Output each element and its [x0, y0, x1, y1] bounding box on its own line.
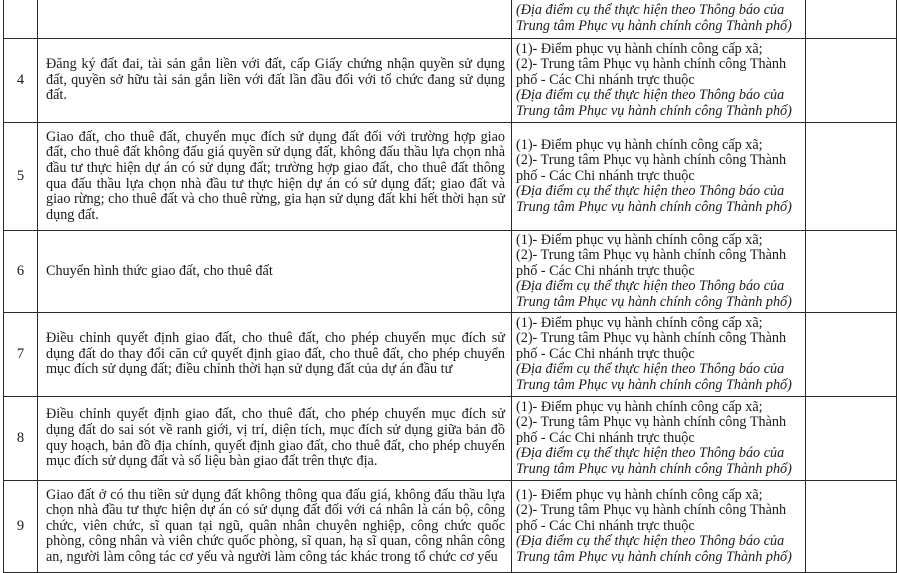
procedures-table — [3, 0, 897, 573]
procedure-name — [38, 0, 512, 39]
location-cell — [512, 123, 806, 231]
table-row — [4, 397, 897, 481]
location-line: (2)- Trung tâm Phục vụ hành chính công Thành — [516, 56, 787, 73]
location-note: Trung tâm Phục vụ hành chính công Thành phố) — [516, 293, 792, 310]
location-note: Trung tâm Phục vụ hành chính công Thành phố) — [516, 376, 792, 393]
location-note: (Địa điểm cụ thể thực hiện theo Thông báo của — [516, 533, 785, 550]
empty-cell — [806, 313, 897, 397]
empty-cell — [806, 231, 897, 313]
location-line: (1)- Điểm phục vụ hành chính công cấp xã; — [516, 231, 763, 248]
empty-cell — [806, 123, 897, 231]
location-cell — [512, 39, 806, 123]
empty-cell — [806, 481, 897, 573]
procedure-name: Điều chỉnh quyết định giao đất, cho thuê đất, cho phép chuyển mục đích sử dụng đất do sai sót về ranh giới, vị trí, diện tích, mục đích sử dụng giữa bản đồ quy hoạch, bản đồ địa chính, quyết định giao đất, cho thuê đất, cho phép chuyển mục đích sử dụng đất và số liệu bàn giao đất trên thực địa. — [38, 397, 512, 481]
table-row — [4, 39, 897, 123]
table-row — [4, 313, 897, 397]
empty-cell — [806, 397, 897, 481]
row-number: 6 — [4, 231, 38, 313]
location-line: (1)- Điểm phục vụ hành chính công cấp xã; — [516, 40, 763, 57]
location-note: (Địa điểm cụ thể thực hiện theo Thông báo của — [516, 183, 785, 200]
location-line: (2)- Trung tâm Phục vụ hành chính công Thành — [516, 330, 787, 347]
table-row — [4, 0, 897, 39]
row-number: 7 — [4, 313, 38, 397]
location-note: Trung tâm Phục vụ hành chính công Thành phố) — [516, 198, 792, 215]
table-row — [4, 231, 897, 313]
location-line: phố - Các Chi nhánh trực thuộc — [516, 429, 695, 446]
location-cell — [512, 481, 806, 573]
procedure-name: Chuyển hình thức giao đất, cho thuê đất — [38, 231, 512, 313]
location-line: (1)- Điểm phục vụ hành chính công cấp xã; — [516, 486, 763, 503]
location-line: phố - Các Chi nhánh trực thuộc — [516, 262, 695, 279]
empty-cell — [806, 0, 897, 39]
location-cell — [512, 231, 806, 313]
location-note: Trung tâm Phục vụ hành chính công Thành phố) — [516, 460, 792, 477]
location-note: Trung tâm Phục vụ hành chính công Thành phố) — [516, 548, 792, 565]
location-note: (Địa điểm cụ thể thực hiện theo Thông báo của — [516, 361, 785, 378]
location-line: (1)- Điểm phục vụ hành chính công cấp xã; — [516, 136, 763, 153]
location-line: (2)- Trung tâm Phục vụ hành chính công Thành — [516, 152, 787, 169]
location-cell — [512, 397, 806, 481]
empty-cell — [806, 39, 897, 123]
procedure-name: Đăng ký đất đai, tài sản gắn liền với đất, cấp Giấy chứng nhận quyền sử dụng đất, quyền sở hữu tài sản gắn liền với đất lần đầu đối với tổ chức đang sử dụng đất. — [38, 39, 512, 123]
location-note: (Địa điểm cụ thể thực hiện theo Thông báo của — [516, 87, 785, 104]
row-number: 5 — [4, 123, 38, 231]
location-line: (2)- Trung tâm Phục vụ hành chính công Thành — [516, 414, 787, 431]
location-cell — [512, 313, 806, 397]
row-number: 4 — [4, 39, 38, 123]
location-line: phố - Các Chi nhánh trực thuộc — [516, 167, 695, 184]
location-line: (2)- Trung tâm Phục vụ hành chính công Thành — [516, 247, 787, 264]
location-note: (Địa điểm cụ thể thực hiện theo Thông báo của — [516, 278, 785, 295]
location-line: phố - Các Chi nhánh trực thuộc — [516, 71, 695, 88]
location-note: Trung tâm Phục vụ hành chính công Thành phố) — [516, 102, 792, 119]
procedure-name: Điều chỉnh quyết định giao đất, cho thuê đất, cho phép chuyển mục đích sử dụng đất do thay đổi căn cứ quyết định giao đất, cho thuê đất, cho phép chuyển mục đích sử dụng đất; điều chỉnh thời hạn sử dụng đất của dự án đầu tư — [38, 313, 512, 397]
procedure-name: Giao đất ở có thu tiền sử dụng đất không thông qua đấu giá, không đấu thầu lựa chọn nhà đầu tư thực hiện dự án có sử dụng đất đối với cá nhân là cán bộ, công chức, viên chức, sĩ quan tại ngũ, quân nhân chuyên nghiệp, công chức quốc phòng, công nhân và viên chức quốc phòng, sĩ quan, hạ sĩ quan, công nhân công an, người làm công tác cơ yếu và người làm công tác khác trong tổ chức cơ yếu — [38, 481, 512, 573]
table-row — [4, 481, 897, 573]
location-line: (2)- Trung tâm Phục vụ hành chính công Thành — [516, 502, 787, 519]
table-row — [4, 123, 897, 231]
location-line: phố - Các Chi nhánh trực thuộc — [516, 517, 695, 534]
row-number: 9 — [4, 481, 38, 573]
row-number — [4, 0, 38, 39]
location-line: (1)- Điểm phục vụ hành chính công cấp xã; — [516, 398, 763, 415]
location-note: Trung tâm Phục vụ hành chính công Thành phố) — [516, 17, 792, 34]
row-number: 8 — [4, 397, 38, 481]
location-note: (Địa điểm cụ thể thực hiện theo Thông báo của — [516, 1, 785, 18]
location-line: phố - Các Chi nhánh trực thuộc — [516, 345, 695, 362]
location-cell — [512, 0, 806, 39]
location-note: (Địa điểm cụ thể thực hiện theo Thông báo của — [516, 445, 785, 462]
procedure-name: Giao đất, cho thuê đất, chuyển mục đích sử dụng đất đối với trường hợp giao đất, cho thuê đất không đấu giá quyền sử dụng đất, không đấu thầu lựa chọn nhà đầu tư thực hiện dự án có sử dụng đất; trường hợp giao đất, cho thuê đất thông qua đấu thầu lựa chọn nhà đầu tư thực hiện dự án có sử dụng đất; giao đất và giao rừng; cho thuê đất và cho thuê rừng, gia hạn sử dụng đất khi hết thời hạn sử dụng đất. — [38, 123, 512, 231]
location-line: (1)- Điểm phục vụ hành chính công cấp xã; — [516, 314, 763, 331]
